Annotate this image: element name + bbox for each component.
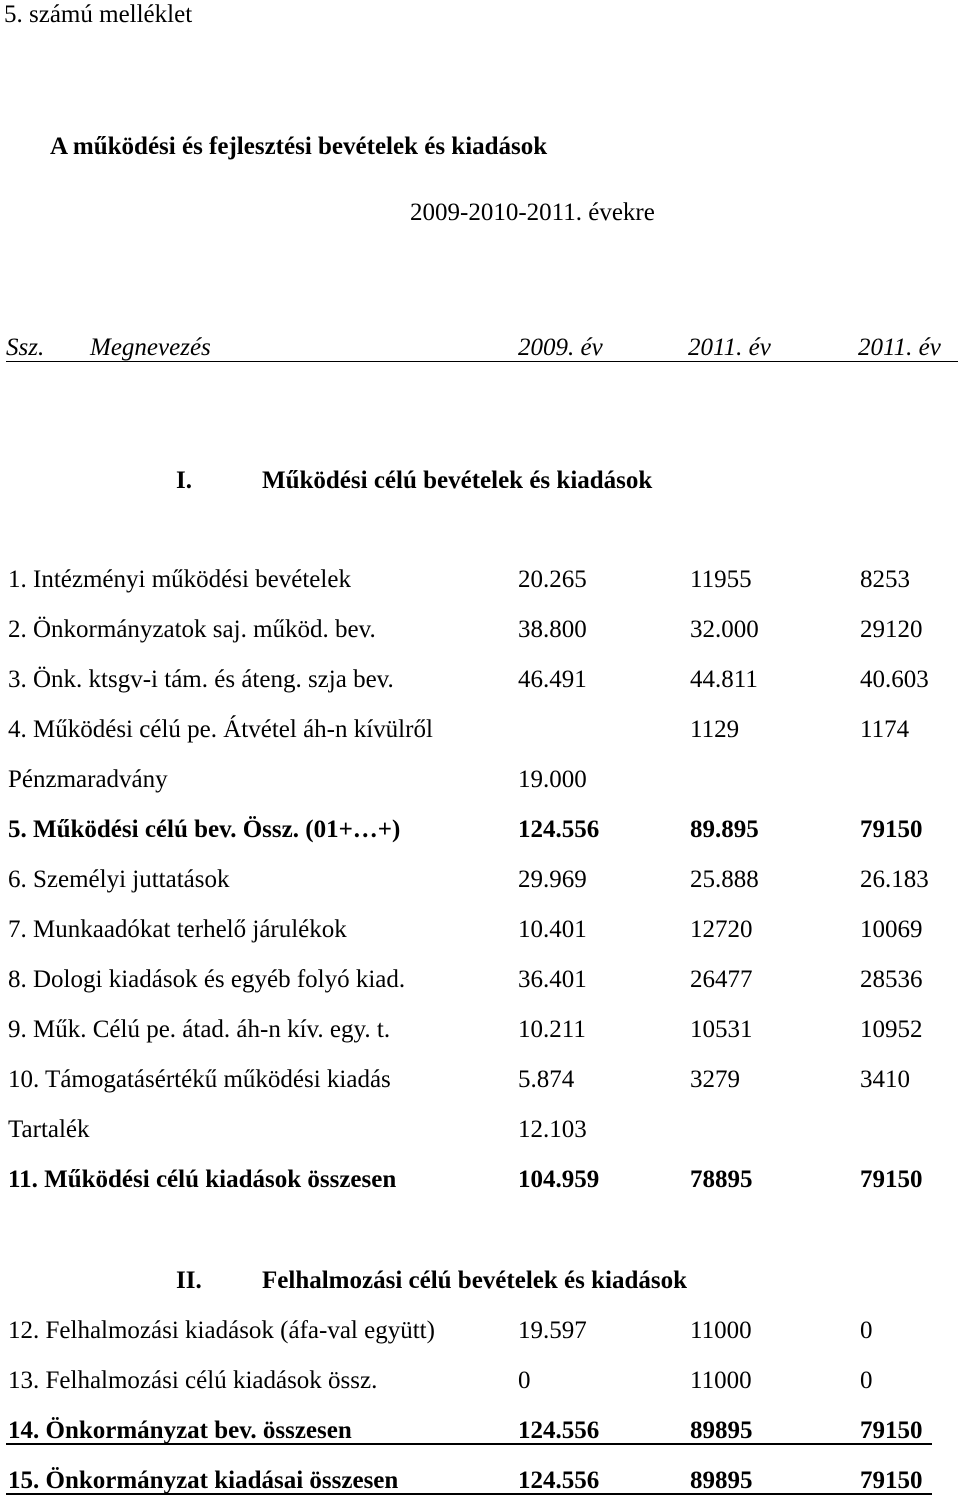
page-subtitle: 2009-2010-2011. évekre — [410, 199, 655, 226]
row-value-2011a: 89.895 — [690, 816, 759, 843]
section2-number: II. — [176, 1267, 202, 1294]
row-value-2011b: 0 — [860, 1317, 873, 1344]
row-value-2009: 29.969 — [518, 866, 587, 893]
row-label: 4. Működési célú pe. Átvétel áh-n kívülről — [8, 716, 433, 743]
row-value-2011b: 79150 — [860, 1166, 923, 1193]
row14-underline — [6, 1443, 932, 1445]
row-value-2009: 10.401 — [518, 916, 587, 943]
header-col1: 2009. év — [518, 334, 603, 361]
row-value-2009: 20.265 — [518, 566, 587, 593]
row-value-2011a: 10531 — [690, 1016, 753, 1043]
row-value-2011a: 78895 — [690, 1166, 753, 1193]
row-label: 1. Intézményi működési bevételek — [8, 566, 351, 593]
row-value-2011b: 8253 — [860, 566, 910, 593]
row-label: 5. Működési célú bev. Össz. (01+…+) — [8, 816, 401, 843]
header-ssz: Ssz. — [6, 334, 45, 361]
annex-label: 5. számú melléklet — [4, 1, 193, 28]
row-label: Pénzmaradvány — [8, 766, 168, 793]
header-rule — [6, 361, 958, 362]
row15-underline — [6, 1493, 932, 1495]
row-value-2009: 46.491 — [518, 666, 587, 693]
row-value-2011b: 10069 — [860, 916, 923, 943]
page-title: A működési és fejlesztési bevételek és kiadások — [50, 133, 548, 160]
row-label: 13. Felhalmozási célú kiadások össz. — [8, 1367, 378, 1394]
row-label: 10. Támogatásértékű működési kiadás — [8, 1066, 391, 1093]
row-label: 12. Felhalmozási kiadások (áfa-val együtt) — [8, 1317, 435, 1344]
header-col3: 2011. év — [858, 334, 941, 361]
row-value-2009: 12.103 — [518, 1116, 587, 1143]
row-value-2009: 124.556 — [518, 1467, 600, 1494]
row-value-2009: 0 — [518, 1367, 531, 1394]
row-value-2011a: 89895 — [690, 1467, 753, 1494]
row-value-2011a: 44.811 — [690, 666, 758, 693]
section1-title: Működési célú bevételek és kiadások — [262, 467, 653, 494]
row-value-2009: 19.000 — [518, 766, 587, 793]
row-label: Tartalék — [8, 1116, 90, 1143]
section2-title: Felhalmozási célú bevételek és kiadások — [262, 1267, 687, 1294]
row-value-2009: 104.959 — [518, 1166, 600, 1193]
section1-number: I. — [176, 467, 192, 494]
row-value-2009: 124.556 — [518, 816, 600, 843]
row-value-2011b: 1174 — [860, 716, 910, 743]
row-label: 11. Működési célú kiadások összesen — [8, 1166, 397, 1193]
row-label: 2. Önkormányzatok saj. működ. bev. — [8, 616, 376, 643]
row-value-2011a: 1129 — [690, 716, 740, 743]
row-value-2011a: 25.888 — [690, 866, 759, 893]
row-label: 14. Önkormányzat bev. összesen — [8, 1417, 352, 1444]
row-value-2011b: 40.603 — [860, 666, 929, 693]
row-label: 6. Személyi juttatások — [8, 866, 230, 893]
header-name: Megnevezés — [90, 334, 211, 361]
row-value-2011a: 12720 — [690, 916, 753, 943]
row-value-2009: 38.800 — [518, 616, 587, 643]
row-value-2009: 19.597 — [518, 1317, 587, 1344]
row-label: 15. Önkormányzat kiadásai összesen — [8, 1467, 399, 1494]
row-value-2011a: 11955 — [690, 566, 752, 593]
row-value-2011a: 89895 — [690, 1417, 753, 1444]
row-value-2009: 124.556 — [518, 1417, 600, 1444]
row-value-2011a: 26477 — [690, 966, 753, 993]
row-value-2011b: 79150 — [860, 1417, 923, 1444]
row-value-2009: 5.874 — [518, 1066, 575, 1093]
row-label: 7. Munkaadókat terhelő járulékok — [8, 916, 347, 943]
row-value-2011a: 11000 — [690, 1317, 752, 1344]
row-value-2011a: 11000 — [690, 1367, 752, 1394]
row-value-2009: 10.211 — [518, 1016, 586, 1043]
row-label: 8. Dologi kiadások és egyéb folyó kiad. — [8, 966, 406, 993]
row-value-2011a: 32.000 — [690, 616, 759, 643]
row-value-2011b: 29120 — [860, 616, 923, 643]
row-value-2011a: 3279 — [690, 1066, 740, 1093]
header-col2: 2011. év — [688, 334, 771, 361]
row-value-2011b: 10952 — [860, 1016, 923, 1043]
row-label: 3. Önk. ktsgv-i tám. és áteng. szja bev. — [8, 666, 394, 693]
row-value-2011b: 26.183 — [860, 866, 929, 893]
row-value-2011b: 0 — [860, 1367, 873, 1394]
row-value-2011b: 28536 — [860, 966, 923, 993]
row-value-2011b: 79150 — [860, 1467, 923, 1494]
row-value-2011b: 79150 — [860, 816, 923, 843]
row-label: 9. Műk. Célú pe. átad. áh-n kív. egy. t. — [8, 1016, 391, 1043]
row-value-2011b: 3410 — [860, 1066, 910, 1093]
row-value-2009: 36.401 — [518, 966, 587, 993]
